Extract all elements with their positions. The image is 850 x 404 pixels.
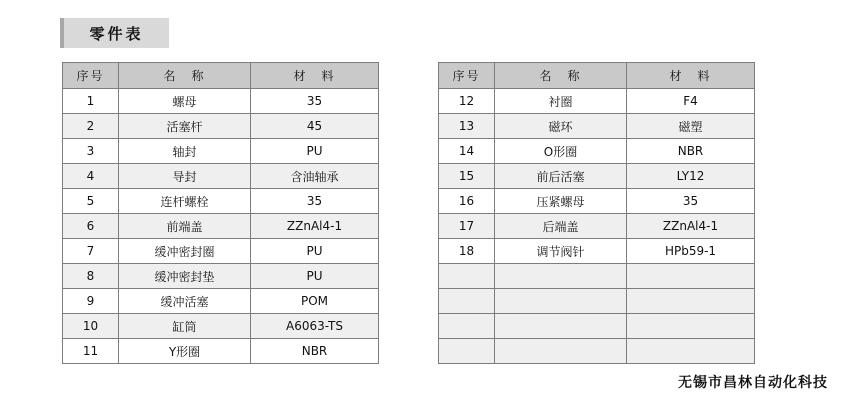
- cell-no: [439, 314, 495, 339]
- cell-material: 35: [251, 189, 379, 214]
- cell-name: 磁环: [495, 114, 627, 139]
- cell-no: 15: [439, 164, 495, 189]
- cell-no: 8: [63, 264, 119, 289]
- cell-no: 4: [63, 164, 119, 189]
- column-header-name: 名 称: [119, 63, 251, 89]
- cell-no: 12: [439, 89, 495, 114]
- cell-material: [627, 289, 755, 314]
- table-header-row: [439, 63, 755, 89]
- cell-name: 前后活塞: [495, 164, 627, 189]
- cell-no: 6: [63, 214, 119, 239]
- table-row: [63, 314, 379, 339]
- cell-name: 轴封: [119, 139, 251, 164]
- table-row-empty: [439, 314, 755, 339]
- cell-no: 18: [439, 239, 495, 264]
- table-row: [63, 339, 379, 364]
- cell-name: 导封: [119, 164, 251, 189]
- table-row: [63, 264, 379, 289]
- table-row: [439, 164, 755, 189]
- cell-no: 2: [63, 114, 119, 139]
- cell-no: 5: [63, 189, 119, 214]
- cell-material: NBR: [627, 139, 755, 164]
- table-row: [63, 214, 379, 239]
- cell-no: 9: [63, 289, 119, 314]
- cell-name: [495, 289, 627, 314]
- table-row: [63, 239, 379, 264]
- cell-name: 前端盖: [119, 214, 251, 239]
- column-header-material: 材 料: [627, 63, 755, 89]
- cell-material: [627, 264, 755, 289]
- table-row-empty: [439, 289, 755, 314]
- cell-name: 连杆螺栓: [119, 189, 251, 214]
- cell-material: [627, 314, 755, 339]
- table-row-empty: [439, 339, 755, 364]
- cell-no: 14: [439, 139, 495, 164]
- table-row: [63, 189, 379, 214]
- column-header-no: 序号: [63, 63, 119, 89]
- cell-no: [439, 339, 495, 364]
- cell-material: PU: [251, 139, 379, 164]
- cell-name: 衬圈: [495, 89, 627, 114]
- cell-material: 含油轴承: [251, 164, 379, 189]
- table-row: [439, 139, 755, 164]
- cell-material: 磁塑: [627, 114, 755, 139]
- cell-name: O形圈: [495, 139, 627, 164]
- table-row: [63, 114, 379, 139]
- cell-no: 7: [63, 239, 119, 264]
- table-row: [63, 139, 379, 164]
- parts-table-right: [438, 62, 755, 364]
- cell-name: 活塞杆: [119, 114, 251, 139]
- cell-material: PU: [251, 264, 379, 289]
- cell-material: ZZnAl4-1: [627, 214, 755, 239]
- cell-material: LY12: [627, 164, 755, 189]
- cell-name: 螺母: [119, 89, 251, 114]
- cell-no: 11: [63, 339, 119, 364]
- table-header-row: [63, 63, 379, 89]
- table-row: [439, 114, 755, 139]
- cell-name: Y形圈: [119, 339, 251, 364]
- cell-no: 17: [439, 214, 495, 239]
- cell-material: POM: [251, 289, 379, 314]
- cell-name: 缓冲密封圈: [119, 239, 251, 264]
- cell-name: 缓冲活塞: [119, 289, 251, 314]
- cell-name: [495, 339, 627, 364]
- cell-no: 10: [63, 314, 119, 339]
- cell-name: 缸筒: [119, 314, 251, 339]
- cell-material: NBR: [251, 339, 379, 364]
- cell-material: [627, 339, 755, 364]
- cell-no: 1: [63, 89, 119, 114]
- cell-material: 35: [627, 189, 755, 214]
- cell-name: [495, 264, 627, 289]
- company-footer: 无锡市昌林自动化科技: [678, 375, 828, 391]
- cell-no: 16: [439, 189, 495, 214]
- cell-no: [439, 264, 495, 289]
- cell-material: 35: [251, 89, 379, 114]
- page-title: 零件表: [89, 24, 144, 43]
- cell-material: F4: [627, 89, 755, 114]
- page-title-banner: [60, 18, 169, 48]
- column-header-no: 序号: [439, 63, 495, 89]
- table-row: [439, 239, 755, 264]
- table-row: [63, 289, 379, 314]
- cell-no: [439, 289, 495, 314]
- cell-name: 压紧螺母: [495, 189, 627, 214]
- cell-no: 13: [439, 114, 495, 139]
- cell-name: 缓冲密封垫: [119, 264, 251, 289]
- cell-name: 调节阀针: [495, 239, 627, 264]
- cell-name: [495, 314, 627, 339]
- cell-name: 后端盖: [495, 214, 627, 239]
- table-row: [439, 89, 755, 114]
- cell-material: HPb59-1: [627, 239, 755, 264]
- table-row: [439, 214, 755, 239]
- table-row-empty: [439, 264, 755, 289]
- column-header-material: 材 料: [251, 63, 379, 89]
- parts-table-left: [62, 62, 379, 364]
- cell-material: PU: [251, 239, 379, 264]
- table-row: [439, 189, 755, 214]
- column-header-name: 名 称: [495, 63, 627, 89]
- table-row: [63, 89, 379, 114]
- cell-no: 3: [63, 139, 119, 164]
- cell-material: A6063-TS: [251, 314, 379, 339]
- cell-material: 45: [251, 114, 379, 139]
- cell-material: ZZnAl4-1: [251, 214, 379, 239]
- table-row: [63, 164, 379, 189]
